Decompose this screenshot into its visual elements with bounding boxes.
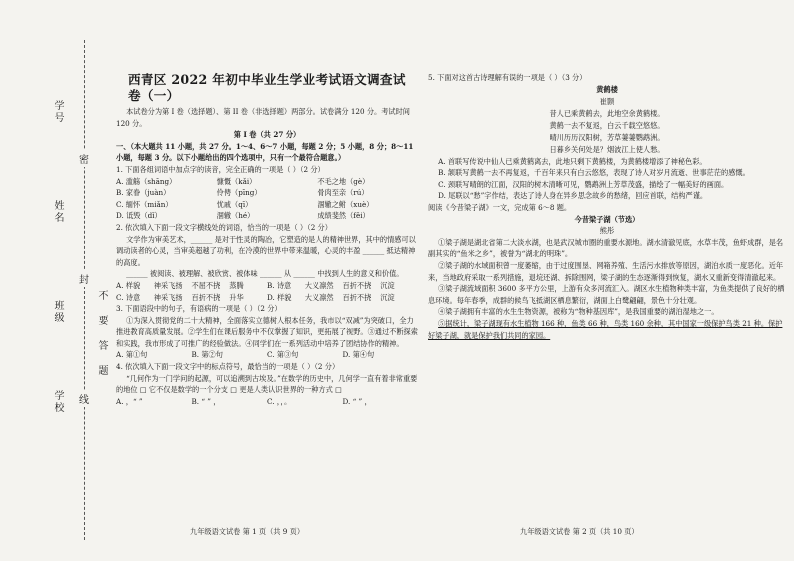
poem-author: 崔颢 bbox=[599, 96, 615, 106]
q1-option-c: C. 缅怀（miǎn） 忧戚（qī） 涸辙之鲋（xuè） bbox=[116, 199, 374, 209]
binding-margin bbox=[0, 0, 112, 561]
q5-stem: 5. 下面对这首古诗理解有误的一项是（ ）（3 分） bbox=[428, 73, 587, 82]
warn-char-3: 答 bbox=[96, 340, 107, 352]
q3-passage: ①为深入贯彻党的二十大精神，全面落实立德树人根本任务，我市以“双减”为突破口，全力推进教育高质量发展。②学生们在课后服务中不仅掌握了知识，更拓展了视野。③通过不断探索和实践，我市形成了可推广的经验做法。④同学们在一系列活动中培养了团结协作的精神。 bbox=[116, 315, 418, 348]
q4-stem: 4. 依次填入下面一段文字中的标点符号，最恰当的一项是（ ）（2 分） bbox=[116, 362, 340, 372]
seal-char-3: 线 bbox=[79, 390, 89, 407]
instructions: 一、（本大题共 11 小题，共 27 分。1～4、6～7 小题，每题 2 分；5 小题，8 分；8～11 小题，每题 3 分。以下小题给出的四个选项中，只有一个最符合题意。） bbox=[116, 141, 414, 163]
article-para-5: ⑤据统计，梁子湖现有水生植物 166 种，鱼类 66 种，鸟类 160 余种，其中国家一级保护鸟类 21 种。保护好梁子湖，就是保护我们共同的家园。 bbox=[428, 318, 783, 340]
article-para-1: ①梁子湖是湖北省第二大淡水湖，也是武汉城市圈的重要水源地。湖水清澈见底，水草丰茂，鱼虾成群，是名副其实的“鱼米之乡”，被誉为“湖北的明珠”。 bbox=[428, 237, 784, 259]
left-column bbox=[116, 72, 418, 407]
article-para-2: ②梁子湖的水域面积曾一度萎缩，由于过度围垦、网箱养殖、生活污水排放等原因，湖泊水质一度恶化。近年来，当地政府采取一系列措施，退垸还湖、拆除围网，梁子湖的生态逐渐得到恢复，湖水又重新变得清澈起来。 bbox=[428, 260, 784, 282]
q1-option-a: A. 滥觞（shāng） 慷慨（kǎi） 不毛之地（ɡè） bbox=[116, 176, 370, 186]
exam-title: 西青区 2022 年初中毕业生学业考试语文调查试卷（一） bbox=[128, 72, 406, 103]
name-label: 姓名 bbox=[52, 200, 63, 224]
footer-page-2: 九年级语文试卷 第 2 页（共 10 页） bbox=[520, 527, 639, 536]
right-column bbox=[428, 72, 786, 341]
q2-passage-1: 文学作为审美艺术，______ 是对于性灵的陶冶，它塑造的是人的精神世界，其中的情感可以调动读者的心灵，当审美超越了功利，在冷漠的世界中带来温暖，心灵的丰盈 ______ 抵达精神的高度。 bbox=[116, 234, 416, 267]
warn-char-4: 题 bbox=[96, 365, 107, 377]
warn-char-2: 要 bbox=[96, 315, 107, 327]
article-title: 今昔梁子湖（节选） bbox=[574, 214, 640, 224]
school-label: 学校 bbox=[52, 390, 63, 414]
poem-title: 黄鹤楼 bbox=[596, 84, 618, 94]
q2-passage-2: ______ 被阅读、被理解、被欣赏、被体味 ______ 从 ______ 中找到人生的意义和价值。 bbox=[126, 269, 404, 279]
section-heading: 第 I 卷（共 27 分） bbox=[233, 130, 301, 140]
q2-stem: 2. 依次填入下面一段文字横线处的词语，恰当的一项是（ ）（2 分） bbox=[116, 222, 332, 232]
poem-line-1: 昔人已乘黄鹤去，此地空余黄鹤楼。 bbox=[549, 108, 665, 118]
q5-option-a: A. 首联写传说中仙人已乘黄鹤离去，此地只剩下黄鹤楼，为黄鹤楼增添了神秘色彩。 bbox=[438, 156, 707, 166]
binding-line bbox=[84, 40, 85, 540]
article-para-3: ③梁子湖流域面积 3600 多平方公里，上游有众多河流汇入。湖区水生植物种类丰富，为鱼类提供了良好的栖息环境。每年春季，成群的候鸟飞抵湖区栖息繁衍，湖面上白鹭翩翩，景色十分壮观。 bbox=[428, 284, 785, 305]
warn-char-1: 不 bbox=[96, 290, 107, 302]
intro: 本试卷分为第 I 卷（选择题）、第 II 卷（非选择题）两部分。试卷满分 120 分。考试时间 120 分。 bbox=[116, 107, 410, 128]
q3-stem: 3. 下面语段中的句子，有语病的一项是（ ）（2 分） bbox=[116, 304, 282, 314]
q1-stem: 1. 下面各组词语中加点字的读音，完全正确的一项是（ ）（2 分） bbox=[116, 164, 325, 174]
article-para-4: ④梁子湖拥有丰富的水生生物资源，被称为“物种基因库”，是我国重要的湖泊湿地之一。 bbox=[438, 307, 719, 317]
q5-option-d: D. 尾联以“愁”字作结，表达了诗人身在异乡思念故乡的愁绪，回应首联，结构严谨。 bbox=[438, 191, 708, 201]
q4-options: A. ，“ ” B. “ ” ， C. ，，。 D. “ ” ， bbox=[116, 396, 372, 406]
seal-char-1: 密 bbox=[79, 150, 89, 167]
q1-option-d: D. 诋毁（dǐ） 涸辙（hé） 成绩斐然（fěi） bbox=[116, 211, 370, 221]
q2-options-row-2: C. 诗意 神采飞扬 百折不挠 升华 D. 样貌 大义凛然 百折不挠 沉淀 bbox=[116, 292, 395, 302]
class-label: 班级 bbox=[52, 300, 63, 324]
q5-option-b: B. 颔联写黄鹤一去不再复返，千百年来只有白云悠悠，表现了诗人对岁月流逝、世事茫茫的感慨。 bbox=[438, 168, 750, 178]
article-author: 熊彤 bbox=[599, 226, 615, 236]
poem-line-3: 晴川历历汉阳树，芳草萋萋鹦鹉洲。 bbox=[549, 132, 665, 142]
reading-intro: 阅读《今昔梁子湖》一文，完成第 6～8 题。 bbox=[428, 202, 572, 212]
q4-passage: “几何作为一门学问的起源，可以追溯到古埃及。”在数学的历史中，几何学一直有着非常重要的地位 □ 它不仅是数学的一个分支 □ 更是人类认识世界的一种方式 □ bbox=[116, 373, 418, 395]
poem-line-4: 日暮乡关何处是？烟波江上使人愁。 bbox=[549, 144, 665, 154]
q2-options-row-1: A. 样貌 神采飞扬 不屈不挠 蒸腾 B. 诗意 大义凛然 百折不挠 沉淀 bbox=[116, 280, 395, 290]
seal-char-2: 封 bbox=[79, 270, 89, 287]
poem-line-2: 黄鹤一去不复返，白云千载空悠悠。 bbox=[549, 120, 665, 130]
footer-page-1: 九年级语文试卷 第 1 页（共 9 页） bbox=[190, 527, 305, 536]
q3-options: A. 第①句 B. 第②句 C. 第③句 D. 第④句 bbox=[116, 350, 375, 360]
q1-option-b: B. 家眷（juàn） 伶俜（pīng） 骨肉至亲（rú） bbox=[116, 188, 369, 198]
q5-option-c: C. 颈联写晴朗的江面，汉阳的树木清晰可见，鹦鹉洲上芳草茂盛，描绘了一幅美好的画面。 bbox=[438, 179, 729, 189]
number-label: 学号 bbox=[52, 100, 63, 124]
